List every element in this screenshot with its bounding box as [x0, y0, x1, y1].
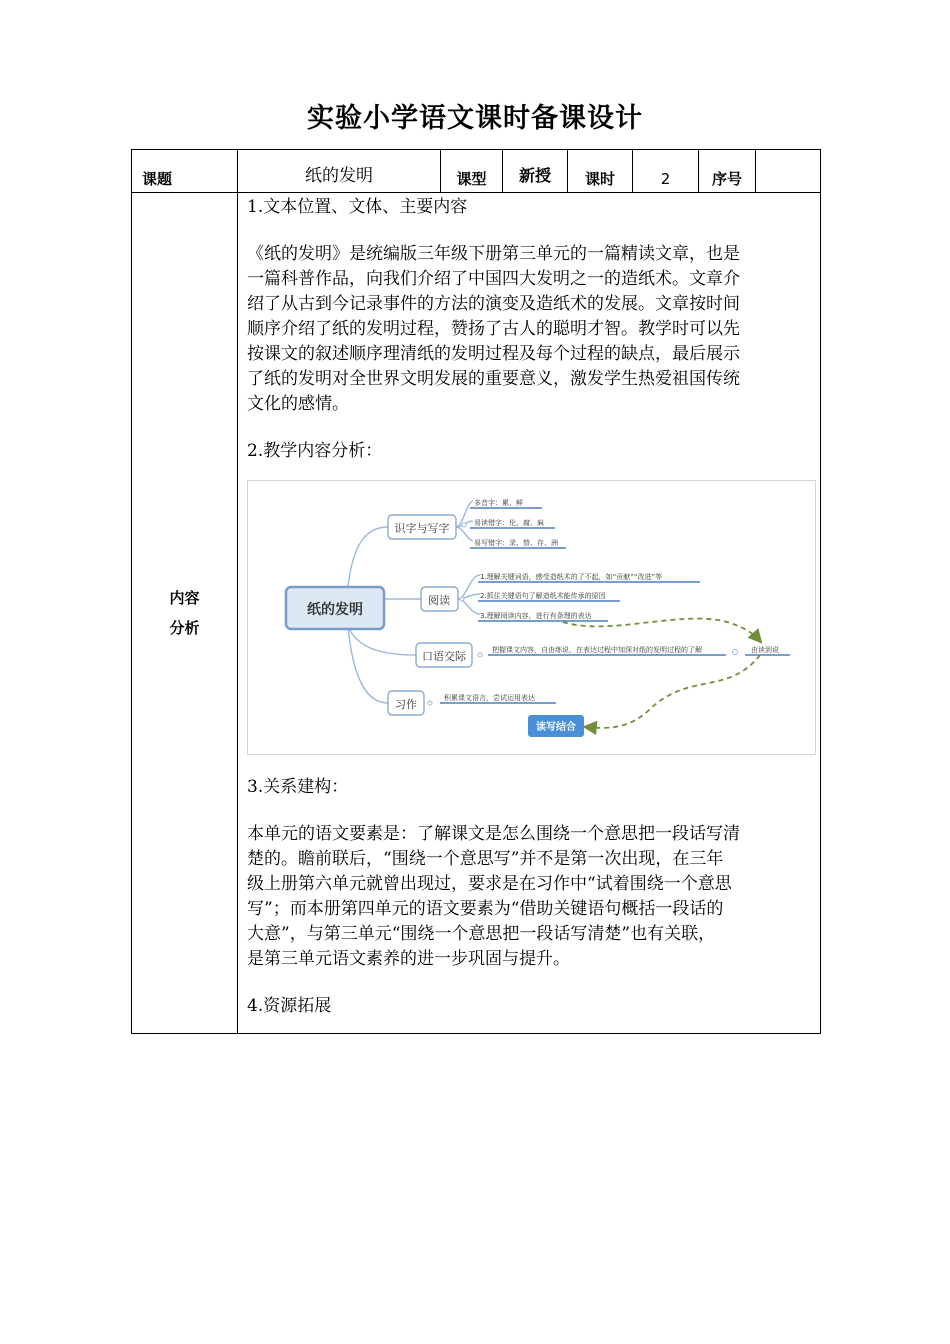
- mind-map-image: [247, 480, 816, 755]
- header-row: [132, 150, 821, 193]
- section-3-line: 楚的。瞻前联后，“围绕一个意思写”并不是第一次出现，在三年: [247, 849, 724, 869]
- connector-4: [348, 626, 388, 703]
- section-3-line: 是第三单元语文素养的进一步巩固与提升。: [247, 949, 570, 969]
- leaf: 多音字：累、鲜: [474, 499, 523, 507]
- leaf: 2.抓住关键语句了解造纸术能传承的原因: [480, 592, 606, 600]
- side-label-line2: 分析: [169, 619, 200, 637]
- arrow-to-note: [563, 619, 760, 641]
- connector-dot: [428, 701, 432, 705]
- section-1-line: 绍了从古到今记录事件的方法的演变及造纸术的发展。文章按时间: [247, 294, 740, 314]
- leaf: 积累课文语言，尝试运用表达: [444, 694, 535, 702]
- content-analysis-label: [132, 193, 238, 1034]
- branch-label: 阅读: [428, 594, 450, 607]
- type-label: 课型: [441, 150, 503, 193]
- center-node-label: 纸的发明: [307, 602, 363, 618]
- branch-label: 口语交际: [422, 650, 466, 663]
- section-1-body: [247, 242, 810, 417]
- connector-1: [348, 527, 388, 587]
- section-1-line: 了纸的发明对全世界文明发展的重要意义，激发学生热爱祖国传统: [247, 369, 740, 389]
- leaf: 易读错字：伦、腐、麻: [474, 519, 544, 527]
- leaf: 1.理解关键词语，感受造纸术的了不起，如“贡献”“改进”等: [480, 573, 663, 581]
- seq-label: 序号: [699, 150, 756, 193]
- section-1-line: 《纸的发明》是统编版三年级下册第三单元的一篇精读文章，也是: [247, 244, 740, 264]
- connector-8: [458, 575, 480, 599]
- section-1-heading: 1.文本位置、文体、主要内容: [247, 197, 468, 217]
- lesson-plan-table: [131, 149, 821, 1034]
- section-1-line: 按课文的叙述顺序理清纸的发明过程及每个过程的缺点，最后展示: [247, 344, 740, 364]
- connector-3: [348, 626, 416, 655]
- section-3-line: 大意”，与第三单元“围绕一个意思把一段话写清楚”也有关联，: [247, 924, 716, 944]
- section-1-line: 顺序介绍了纸的发明过程，赞扬了古人的聪明才智。教学时可以先: [247, 319, 740, 339]
- side-note: 由读到说: [751, 646, 779, 654]
- section-3-line: 写”；而本册第四单元的语文要素为“借助关键语句概括一段话的: [247, 899, 724, 919]
- section-3-line: 级上册第六单元就曾出现过，要求是在习作中“试着围绕一个意思: [247, 874, 732, 894]
- branch-label: 识字与写字: [394, 522, 450, 535]
- period-label: 课时: [568, 150, 633, 193]
- section-3-line: 本单元的语文要素是：了解课文是怎么围绕一个意思把一段话写清: [247, 824, 740, 844]
- seq-value: [756, 150, 821, 193]
- connector-7: [456, 527, 473, 541]
- page-title: 实验小学语文课时备课设计: [307, 103, 643, 134]
- section-3-heading: 3.关系建构：: [247, 777, 349, 797]
- mind-map-arrows: [563, 619, 760, 728]
- type-value: 新授: [503, 150, 568, 193]
- note-connector-dot: [733, 650, 738, 655]
- side-label-line1: 内容: [169, 589, 200, 607]
- connector-dot: [478, 653, 482, 657]
- connector-dot: [460, 597, 464, 601]
- leaf: 把握课文内容，自由练说，在表达过程中加深对纸的发明过程的了解: [492, 646, 702, 654]
- combo-label: 读写结合: [536, 722, 576, 733]
- arrow-to-combo: [586, 655, 760, 728]
- topic-label: 课题: [132, 150, 238, 193]
- section-1-line: 一篇科普作品，向我们介绍了中国四大发明之一的造纸术。文章介: [247, 269, 740, 289]
- mind-map: [248, 481, 815, 754]
- section-4-heading: 4.资源拓展: [247, 996, 332, 1016]
- period-value: 2: [633, 150, 699, 193]
- topic-value: 纸的发明: [238, 150, 441, 193]
- content-cell: [238, 193, 821, 1034]
- leaf: 3.理解阅读内容，进行有条理的表达: [480, 612, 592, 620]
- section-2-heading: 2.教学内容分析：: [247, 441, 383, 461]
- branch-label: 习作: [395, 698, 417, 711]
- section-1-line: 文化的感情。: [247, 394, 349, 414]
- content-row: [132, 193, 821, 1034]
- connector-dot: [462, 523, 466, 527]
- leaf: 易写错字：录、替、存、洲: [474, 539, 558, 547]
- section-3-body: [247, 822, 810, 972]
